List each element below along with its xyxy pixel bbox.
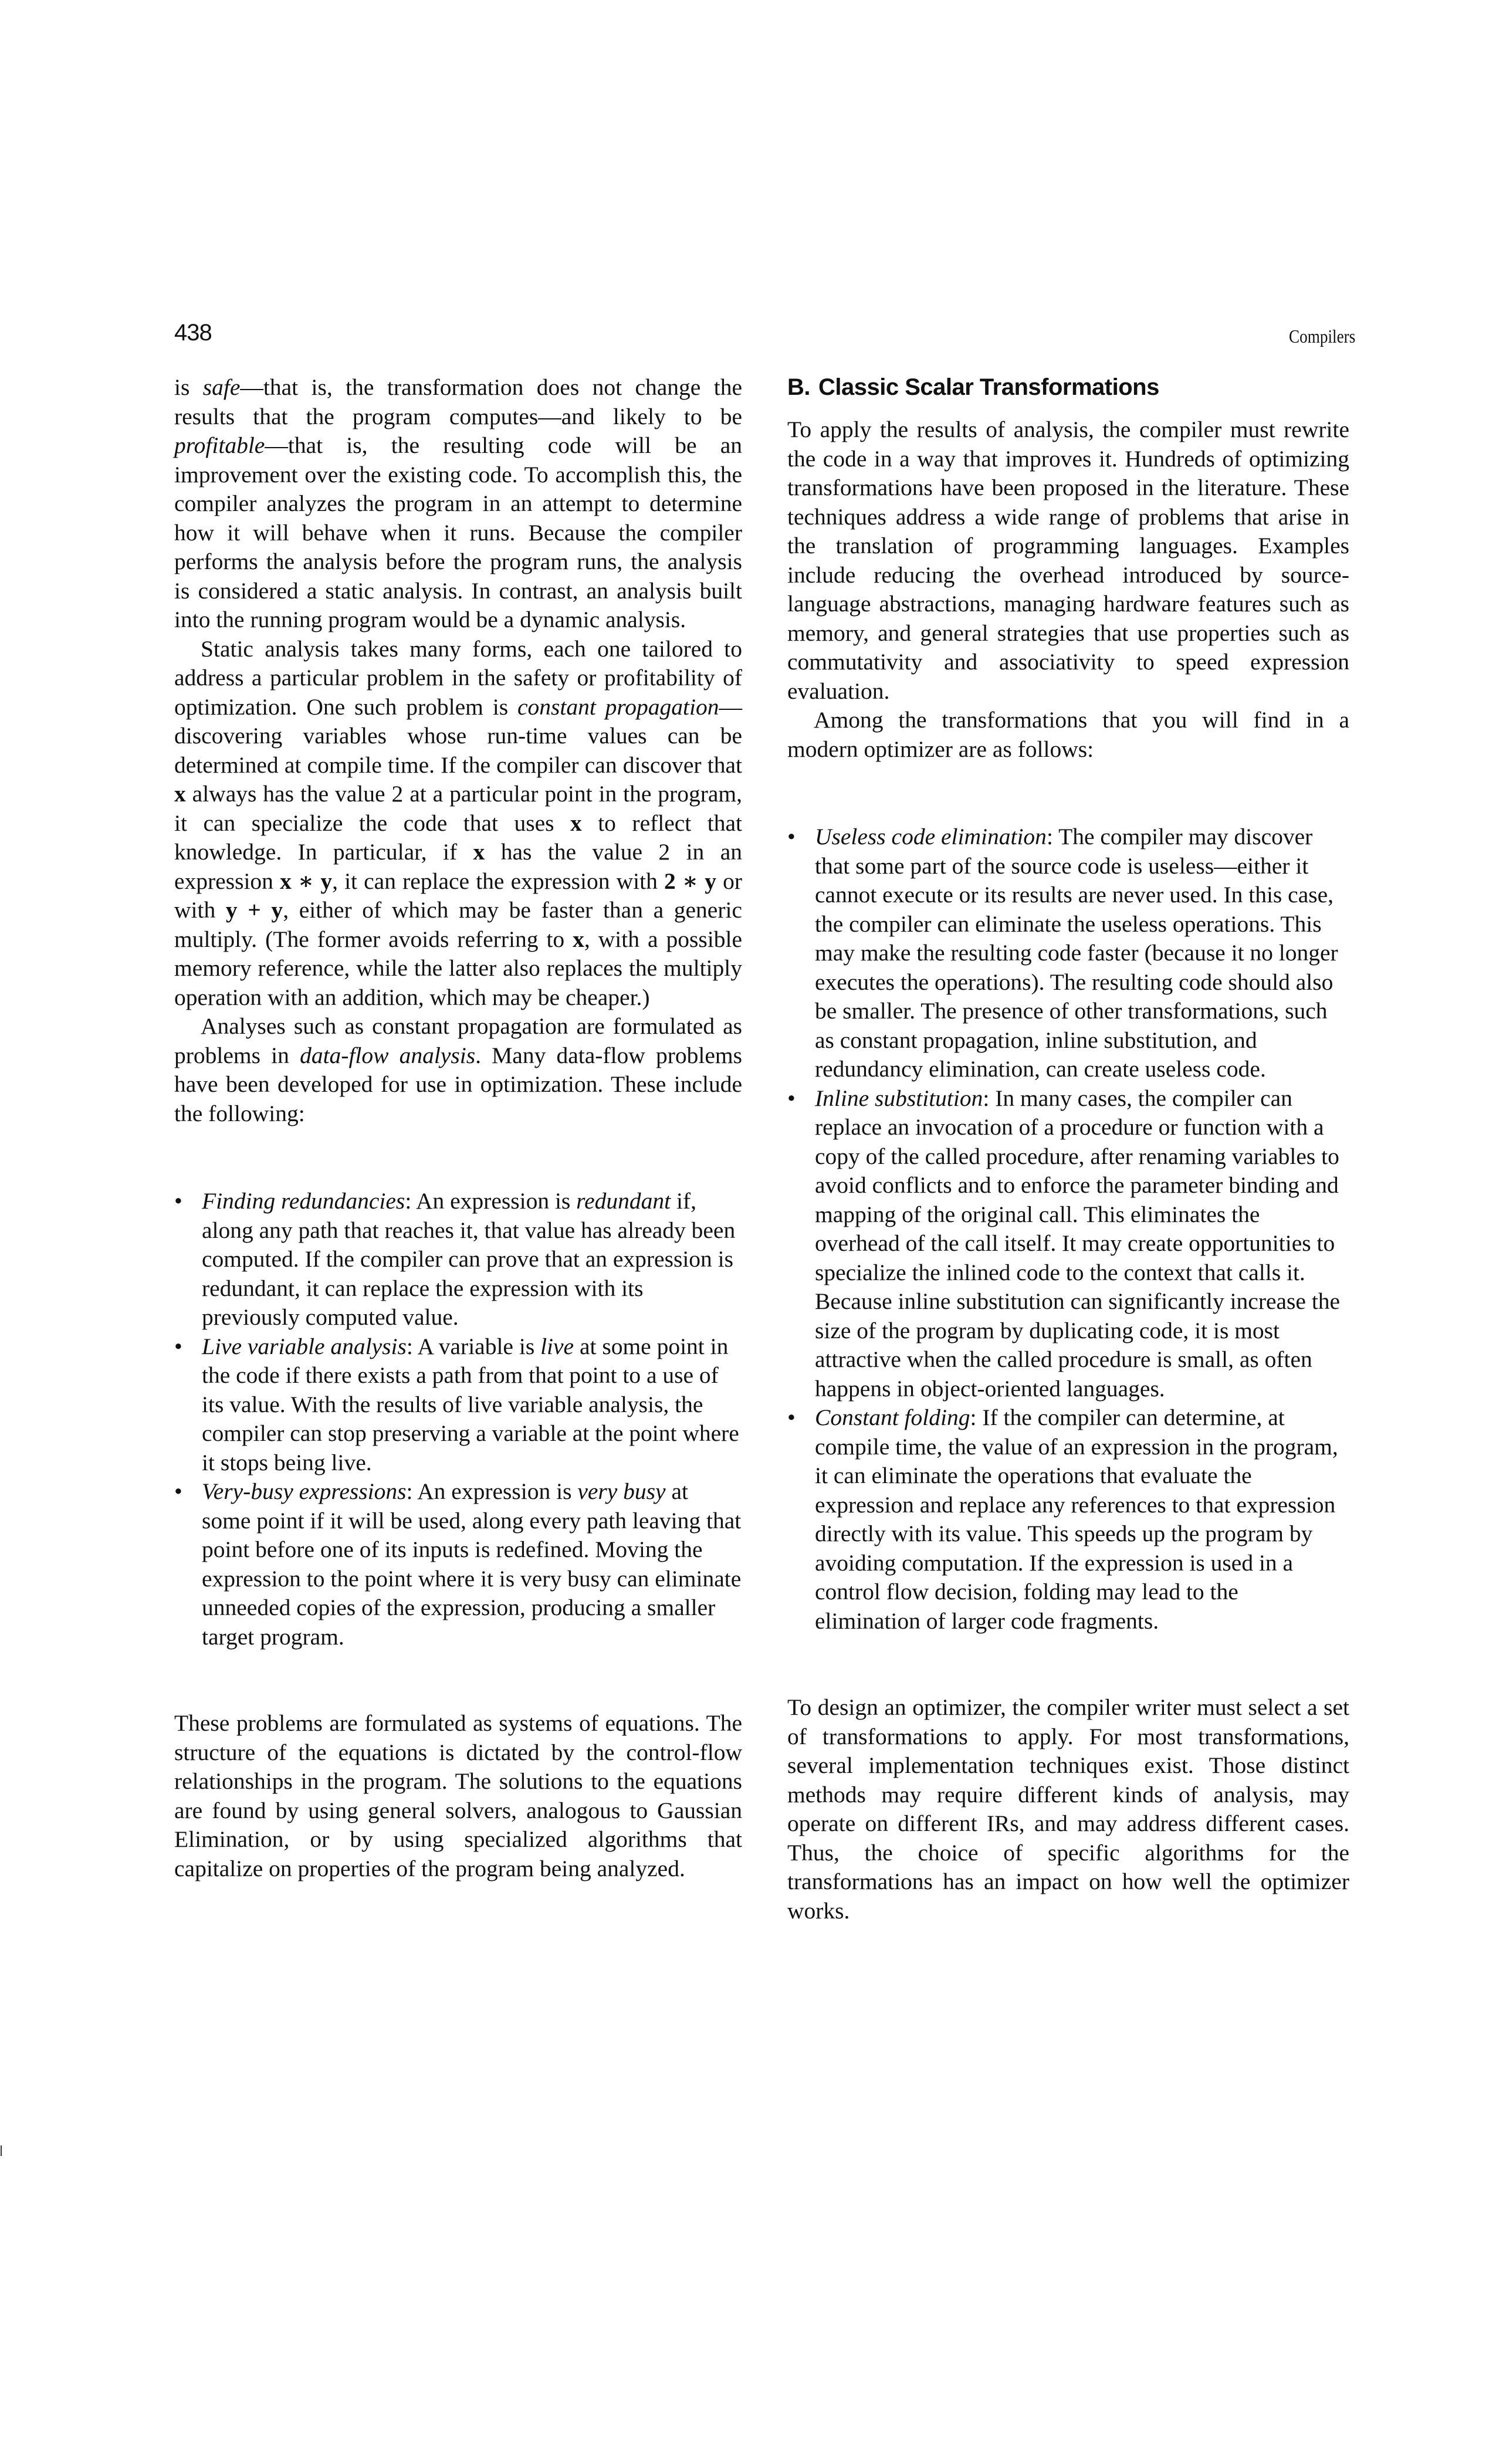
code-variable: x — [570, 810, 582, 836]
section-heading — [787, 373, 1349, 401]
term: redundant — [576, 1188, 671, 1214]
text: , it can replace the expression with — [332, 868, 664, 894]
analysis-list — [174, 1187, 742, 1651]
paragraph: These problems are formulated as systems of equations. The structure of the equations is dictated by the control-flow relationships in the program. The solutions to the equations are found by using general solvers, analogous to Gaussian Elimination, or by using specialized algorithms that capitalize on properties of the program being analyzed. — [174, 1710, 742, 1881]
text: always has the value 2 at a particular point in the program, it can specialize the code that uses — [174, 781, 742, 836]
text: Static analysis takes many forms, each one tailored to address a particular problem in the safety or profitability of optimization. One such problem is — [174, 635, 742, 720]
bullet-icon: • — [787, 1085, 796, 1111]
paragraph — [174, 373, 742, 635]
text: : In many cases, the compiler can replace an invocation of a procedure or function with a copy of the called procedure, after renaming variables to avoid conflicts and to enforce the parameter binding and mapping of the original call. This eliminates the overhead of the call itself. It may create opportunities to specialize the inlined code to the context that calls it. Because inline substitution can significantly increase the size of the program by duplicating code, it is most attractive when the called procedure is small, as often happens in object-oriented languages. — [815, 1085, 1341, 1402]
text: , either of which may be faster than a generic multiply. (The former avoids referring to — [174, 897, 742, 952]
list-item — [174, 1477, 742, 1651]
term-constant-propagation: constant propagation — [517, 693, 719, 720]
list-item-term: Finding redundancies — [202, 1188, 405, 1214]
bullet-icon: • — [174, 1188, 182, 1214]
list-item — [787, 1403, 1349, 1636]
text: at some point in the code if there exists a path from that point to a use of its value. With the results of live variable analysis, the compiler can stop preserving a variable at the point where it stops being live. — [202, 1333, 739, 1475]
right-column — [787, 373, 1349, 1925]
paragraph — [174, 1012, 742, 1128]
text: : If the compiler can determine, at compile time, the value of an expression in the program, it can eliminate the operations that evaluate the expression and replace any references to that expression directly with its value. This speeds up the program by avoiding computation. If the expression is used in a control flow decision, folding may lead to the elimination of larger code fragments. — [815, 1404, 1338, 1634]
bullet-icon: • — [174, 1333, 182, 1359]
list-item-term: Useless code elimination — [815, 824, 1047, 849]
text: at some point if it will be used, along every path leaving that point before one of its inputs is redefined. Moving the expression to the point where it is very busy can eliminate unneeded copies of the expression, producing a smaller target program. — [202, 1478, 742, 1650]
code-variable: x — [473, 839, 485, 865]
bullet-icon: • — [787, 824, 796, 849]
text: has the value 2 in an expression — [174, 839, 742, 894]
text: —discovering variables whose run-time values can be determined at compile time. If the compiler can discover that — [174, 693, 742, 778]
transformation-list — [787, 823, 1349, 1636]
paragraph: To apply the results of analysis, the compiler must rewrite the code in a way that improves it. Hundreds of optimizing transformations have been proposed in the literature. These techniques address a wide range of problems that arise in the translation of programming languages. Examples include reducing the overhead introduced by source-language abstractions, managing hardware features such as memory, and general strategies that use properties such as commutativity and associativity to speed expression evaluation. — [787, 417, 1349, 704]
section-number: B. — [787, 374, 810, 400]
margin-mark — [1, 2145, 2, 2156]
section-title: Classic Scalar Transformations — [818, 374, 1159, 400]
list-item-term: Very-busy expressions — [202, 1478, 407, 1504]
code-expression: y + y — [225, 897, 283, 923]
list-item-term: Live variable analysis — [202, 1333, 407, 1359]
text: is — [174, 374, 203, 400]
text: or with — [174, 868, 743, 923]
text: Analyses such as constant propagation are formulated as problems in — [174, 1013, 742, 1068]
paragraph — [174, 635, 742, 1013]
page-number: 438 — [174, 320, 212, 346]
text: , with a possible memory reference, while the latter also replaces the multiply operation with an addition, which may be cheaper.) — [174, 926, 742, 1010]
text: : A variable is — [406, 1333, 541, 1359]
list-item-term: Constant folding — [815, 1404, 970, 1430]
bullet-icon: • — [174, 1478, 182, 1504]
text: : An expression is — [406, 1478, 578, 1504]
code-expression: x ∗ y — [280, 868, 333, 894]
bullet-icon: • — [787, 1404, 796, 1430]
left-column — [174, 373, 742, 1883]
code-variable: x — [573, 926, 584, 952]
term: live — [540, 1333, 574, 1359]
text: : An expression is — [405, 1188, 577, 1214]
list-item-term: Inline substitution — [815, 1085, 983, 1111]
paragraph: Among the transformations that you will find in a modern optimizer are as follows: — [787, 707, 1349, 762]
term-profitable: profitable — [174, 432, 265, 458]
list-item — [174, 1187, 742, 1332]
text: : The compiler may discover that some part of the source code is useless—either it cannot execute or its results are never used. In this case, the compiler can eliminate the useless operations. This may make the resulting code faster (because it no longer executes the operations). The resulting code should also be smaller. The presence of other transformations, such as constant propagation, inline substitution, and redundancy elimination, can create useless code. — [815, 824, 1338, 1082]
text: if, along any path that reaches it, that value has already been computed. If the compiler can prove that an expression is redundant, it can replace the expression with its previously computed value. — [202, 1188, 736, 1330]
code-variable: x — [174, 781, 186, 807]
text: . Many data-flow problems have been developed for use in optimization. These include the following: — [174, 1042, 742, 1126]
list-item — [787, 823, 1349, 1084]
text: —that is, the resulting code will be an improvement over the existing code. To accomplish this, the compiler analyzes the program in an attempt to determine how it will behave when it runs. Because the compiler performs the analysis before the program runs, the analysis is considered a static analysis. In contrast, an analysis built into the running program would be a dynamic analysis. — [174, 432, 742, 632]
code-expression: 2 ∗ y — [664, 868, 716, 894]
term: very busy — [577, 1478, 666, 1504]
list-item — [787, 1084, 1349, 1404]
running-head: Compilers — [1288, 326, 1355, 347]
paragraph: To design an optimizer, the compiler writer must select a set of transformations to apply. For most transformations, several implementation techniques exist. Those distinct methods may require different kinds of analysis, may operate on different IRs, and may address different cases. Thus, the choice of specific algorithms for the transformations has an impact on how well the optimizer works. — [787, 1694, 1349, 1924]
term-data-flow-analysis: data-flow analysis — [300, 1042, 476, 1068]
text: to reflect that knowledge. In particular, if — [174, 810, 742, 865]
term-safe: safe — [202, 374, 241, 400]
text: —that is, the transformation does not change the results that the program computes—and likely to be — [174, 374, 742, 429]
list-item — [174, 1332, 742, 1478]
